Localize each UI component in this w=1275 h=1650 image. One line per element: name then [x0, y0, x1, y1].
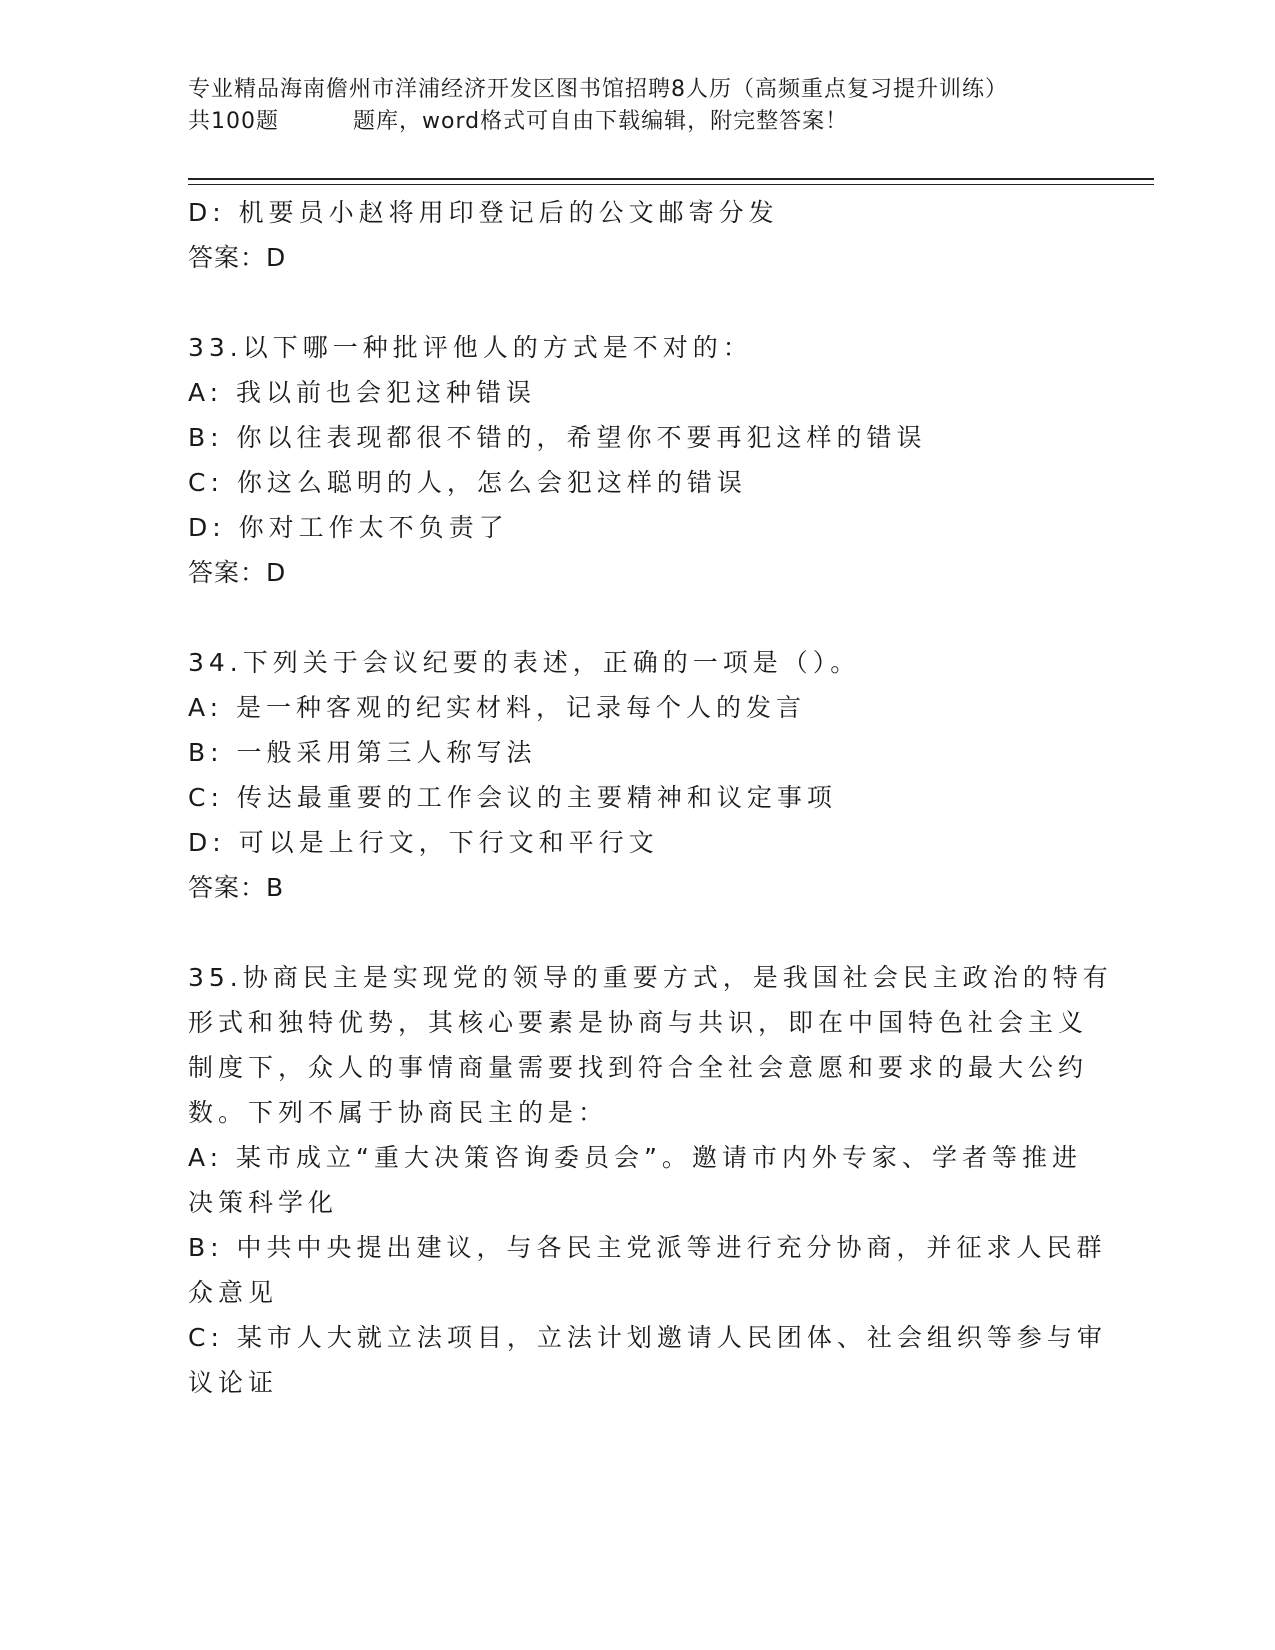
spacer [188, 280, 1088, 325]
q34-option-b: B: 一般采用第三人称写法 [188, 738, 537, 767]
q33-option-b: B: 你以往表现都很不错的，希望你不要再犯这样的错误 [188, 423, 927, 452]
q35-option-c-line-2: 议论证 [188, 1368, 279, 1397]
header-title: 专业精品海南儋州市洋浦经济开发区图书馆招聘8人历（高频重点复习提升训练） [188, 77, 1008, 102]
q33-option-a: A: 我以前也会犯这种错误 [188, 378, 537, 407]
header-divider-thick [188, 178, 1154, 180]
q33-answer: 答案：D [188, 558, 287, 587]
q35-stem-line-4: 数。下列不属于协商民主的是： [188, 1098, 609, 1127]
q33-option-c: C: 你这么聪明的人，怎么会犯这样的错误 [188, 468, 747, 497]
q35-stem-line-3: 制度下，众人的事情商量需要找到符合全社会意愿和要求的最大公约 [188, 1053, 1089, 1082]
q35-option-b-line-2: 众意见 [188, 1278, 279, 1307]
prev-answer: 答案：D [188, 243, 287, 272]
header-description: 题库，word格式可自由下载编辑，附完整答案！ [353, 109, 849, 134]
q34-stem: 34.下列关于会议纪要的表述，正确的一项是（）。 [188, 648, 861, 677]
q34-option-a: A: 是一种客观的纪实材料，记录每个人的发言 [188, 693, 807, 722]
header-subtitle [188, 106, 1088, 138]
spacer [188, 595, 1088, 640]
q33-stem: 33.以下哪一种批评他人的方式是不对的： [188, 333, 753, 362]
page-header [188, 74, 1088, 138]
header-divider-thin [188, 184, 1154, 185]
q35-option-a-line-2: 决策科学化 [188, 1188, 339, 1217]
q35-stem-line-1: 35.协商民主是实现党的领导的重要方式，是我国社会民主政治的特有 [188, 963, 1113, 992]
q34-option-d: D: 可以是上行文，下行文和平行文 [188, 828, 659, 857]
q34-option-c: C: 传达最重要的工作会议的主要精神和议定事项 [188, 783, 837, 812]
q35-stem-line-2: 形式和独特优势，其核心要素是协商与共识，即在中国特色社会主义 [188, 1008, 1089, 1037]
q35-option-b-line-1: B: 中共中央提出建议，与各民主党派等进行充分协商，并征求人民群 [188, 1233, 1107, 1262]
header-count: 共100题 [188, 109, 279, 134]
q34-answer: 答案：B [188, 873, 285, 902]
question-list [188, 190, 1113, 1405]
q35-option-a-line-1: A: 某市成立“重大决策咨询委员会”。邀请市内外专家、学者等推进 [188, 1143, 1082, 1172]
q33-option-d: D: 你对工作太不负责了 [188, 513, 509, 542]
q35-option-c-line-1: C: 某市人大就立法项目，立法计划邀请人民团体、社会组织等参与审 [188, 1323, 1107, 1352]
spacer [188, 910, 1088, 955]
prev-option-d: D: 机要员小赵将用印登记后的公文邮寄分发 [188, 198, 779, 227]
